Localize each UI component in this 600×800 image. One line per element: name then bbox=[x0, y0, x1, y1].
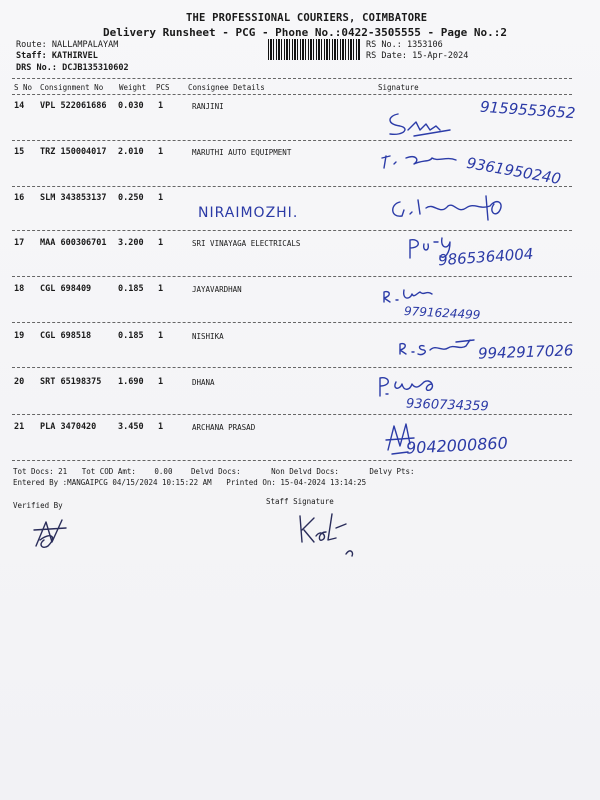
signature-scribble bbox=[380, 286, 440, 308]
route-line bbox=[16, 40, 118, 50]
row-consignee: MARUTHI AUTO EQUIPMENT bbox=[192, 148, 292, 157]
verified-signature bbox=[32, 516, 72, 556]
row-rule bbox=[12, 414, 572, 415]
runsheet-subtitle: Delivery Runsheet - PCG - Phone No.:0422-3505555 - Page No.:2 bbox=[103, 26, 507, 39]
row-consignee: RANJINI bbox=[192, 102, 224, 111]
signature-scribble bbox=[384, 420, 424, 460]
delvy-pts-label: Delvy Pts: bbox=[369, 467, 415, 476]
row-handwritten-name: NIRAIMOZHI. bbox=[198, 205, 299, 221]
row-weight: 0.030 bbox=[118, 101, 144, 111]
staff-label: Staff: bbox=[16, 51, 47, 61]
company-title: THE PROFESSIONAL COURIERS, COIMBATORE bbox=[186, 12, 428, 24]
col-consignment: Consignment No bbox=[40, 83, 104, 92]
row-consignment: PLA 3470420 bbox=[40, 422, 97, 432]
row-consignment: VPL 522061686 bbox=[40, 101, 107, 111]
printed-on: Printed On: 15-04-2024 13:14:25 bbox=[226, 478, 367, 487]
tot-cod-value: 0.00 bbox=[154, 467, 173, 476]
row-sno: 20 bbox=[14, 377, 25, 387]
signature-scribble bbox=[376, 150, 476, 180]
verified-by-label: Verified By bbox=[13, 501, 63, 510]
drs-value: DCJB135310602 bbox=[62, 63, 129, 73]
staff-value: KATHIRVEL bbox=[51, 51, 98, 61]
rs-no-line bbox=[366, 40, 443, 50]
row-consignee: ARCHANA PRASAD bbox=[192, 423, 256, 432]
row-consignment: SLM 343853137 bbox=[40, 193, 107, 203]
non-delvd-docs-label: Non Delvd Docs: bbox=[271, 467, 339, 476]
rs-no-value: 1353106 bbox=[406, 40, 443, 50]
signature-scribble bbox=[404, 234, 464, 262]
tot-cod-label: Tot COD Amt: bbox=[81, 467, 136, 476]
row-pcs: 1 bbox=[158, 331, 164, 341]
rs-date-label: RS Date: bbox=[366, 51, 407, 61]
drs-label: DRS No.: bbox=[16, 63, 57, 73]
row-rule bbox=[12, 186, 572, 187]
signature-scribble bbox=[372, 372, 452, 402]
row-sno: 18 bbox=[14, 284, 25, 294]
signature-scribble bbox=[396, 336, 480, 362]
row-sno: 21 bbox=[14, 422, 25, 432]
totals-line bbox=[13, 467, 415, 476]
row-sno: 19 bbox=[14, 331, 25, 341]
row-handwritten-phone: 9042000860 bbox=[405, 433, 509, 458]
row-rule bbox=[12, 322, 572, 323]
col-signature: Signature bbox=[378, 83, 419, 92]
staff-signature-label: Staff Signature bbox=[266, 497, 334, 506]
row-weight: 0.185 bbox=[118, 331, 144, 341]
header-top-rule bbox=[12, 78, 572, 79]
tot-docs-value: 21 bbox=[58, 467, 68, 476]
row-consignment: TRZ 150004017 bbox=[40, 147, 107, 157]
row-pcs: 1 bbox=[158, 147, 164, 157]
row-sno: 16 bbox=[14, 193, 25, 203]
row-rule bbox=[12, 140, 572, 141]
header-bottom-rule bbox=[12, 94, 572, 95]
col-weight: Weight bbox=[119, 83, 147, 92]
entered-line bbox=[13, 478, 366, 487]
row-handwritten-phone: 9865364004 bbox=[437, 244, 534, 270]
ink-mark bbox=[342, 544, 362, 560]
barcode bbox=[268, 39, 360, 60]
row-pcs: 1 bbox=[158, 101, 164, 111]
row-rule bbox=[12, 230, 572, 231]
drs-line bbox=[16, 63, 129, 73]
row-consignee: DHANA bbox=[192, 378, 215, 387]
staff-signature bbox=[292, 508, 352, 548]
row-sno: 17 bbox=[14, 238, 25, 248]
row-handwritten-phone: 9159553652 bbox=[479, 97, 576, 123]
row-consignee: NISHIKA bbox=[192, 332, 224, 341]
row-consignee: JAYAVARDHAN bbox=[192, 285, 242, 294]
row-weight: 3.450 bbox=[118, 422, 144, 432]
row-sno: 14 bbox=[14, 101, 25, 111]
delvd-docs-label: Delvd Docs: bbox=[190, 467, 241, 476]
row-sno: 15 bbox=[14, 147, 25, 157]
signature-scribble bbox=[386, 192, 516, 226]
row-weight: 0.250 bbox=[118, 193, 144, 203]
row-consignment: CGL 698409 bbox=[40, 284, 92, 294]
row-handwritten-phone: 9360734359 bbox=[405, 396, 489, 415]
rs-no-label: RS No.: bbox=[366, 40, 402, 50]
tot-docs-label: Tot Docs: bbox=[13, 467, 54, 476]
row-consignment: CGL 698518 bbox=[40, 331, 92, 341]
rs-date-value: 15-Apr-2024 bbox=[412, 51, 469, 61]
route-label: Route: bbox=[16, 40, 47, 50]
row-consignment: SRT 65198375 bbox=[40, 377, 102, 387]
row-pcs: 1 bbox=[158, 193, 164, 203]
row-rule bbox=[12, 367, 572, 368]
col-consignee: Consignee Details bbox=[188, 83, 265, 92]
row-weight: 3.200 bbox=[118, 238, 144, 248]
rs-date-line bbox=[366, 51, 468, 61]
route-value: NALLAMPALAYAM bbox=[51, 40, 119, 50]
row-weight: 1.690 bbox=[118, 377, 144, 387]
row-weight: 0.185 bbox=[118, 284, 144, 294]
entered-by: Entered By :MANGAIPCG 04/15/2024 10:15:22 AM bbox=[13, 478, 212, 487]
signature-scribble bbox=[380, 100, 480, 140]
row-pcs: 1 bbox=[158, 377, 164, 387]
col-pcs: PCS bbox=[156, 83, 170, 92]
row-pcs: 1 bbox=[158, 284, 164, 294]
row-pcs: 1 bbox=[158, 238, 164, 248]
row-consignment: MAA 600306701 bbox=[40, 238, 107, 248]
col-sno: S No bbox=[14, 83, 33, 92]
row-pcs: 1 bbox=[158, 422, 164, 432]
row-consignee: SRI VINAYAGA ELECTRICALS bbox=[192, 239, 301, 248]
row-rule bbox=[12, 276, 572, 277]
row-rule bbox=[12, 460, 572, 461]
row-handwritten-phone: 9791624499 bbox=[403, 304, 481, 322]
row-handwritten-phone: 9361950240 bbox=[465, 153, 563, 189]
row-handwritten-phone: 9942917026 bbox=[477, 341, 574, 363]
staff-line bbox=[16, 51, 98, 61]
row-weight: 2.010 bbox=[118, 147, 144, 157]
